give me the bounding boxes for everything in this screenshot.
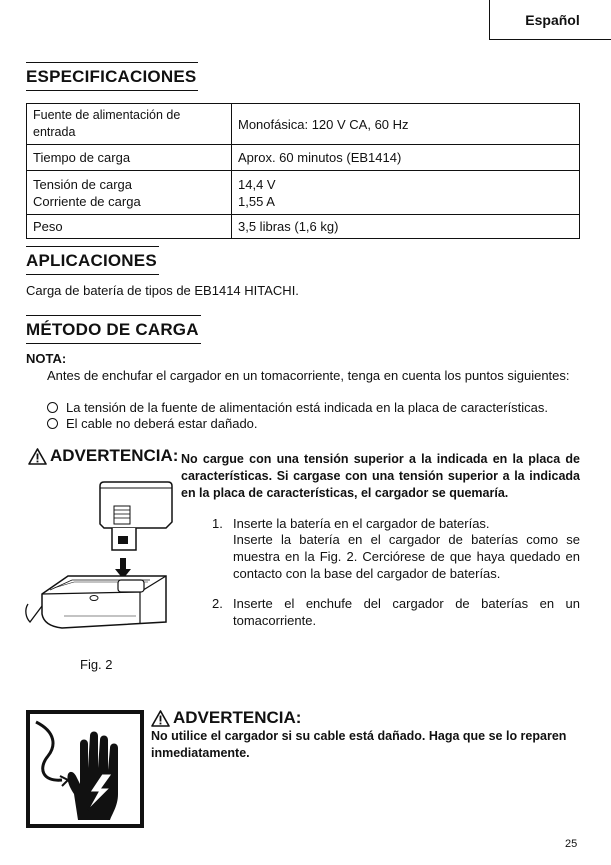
applications-title: APLICACIONES [26, 246, 159, 275]
page-number: 25 [565, 838, 578, 850]
circle-bullet-icon [47, 402, 58, 413]
circle-bullet-icon [47, 418, 58, 429]
charger-drawing [26, 576, 166, 628]
step-text-detail: Inserte la batería en el cargador de baterías como se muestra en la Fig. 2. Cerciórese de que haya quedado en contacto con la base del cargador de baterías. [233, 532, 580, 581]
note-label: NOTA: [26, 351, 67, 366]
step-text: Inserte la batería en el cargador de baterías. [233, 516, 490, 531]
list-item [47, 399, 548, 416]
spec-value: 3,5 libras (1,6 kg) [232, 215, 580, 239]
spec-value-group [232, 171, 580, 215]
specs-table [26, 103, 580, 239]
table-row [27, 145, 580, 171]
warning-triangle-icon [28, 448, 47, 465]
warning-text: No cargue con una tensión superior a la indicada en la placa de características. Si cargase con una tensión superior a la indicada en la placa de características, el cargador se quemaría. [181, 452, 580, 500]
bullet-text: El cable no deberá estar dañado. [66, 416, 258, 431]
figure-caption: Fig. 2 [80, 657, 113, 672]
warning-text: No utilice el cargador si su cable está dañado. Haga que se lo reparen inmediatamente. [151, 729, 567, 760]
spec-label: Corriente de carga [33, 193, 141, 209]
warning-heading [28, 446, 178, 466]
step-text: Inserte el enchufe del cargador de baterías en un tomacorriente. [233, 596, 580, 628]
spec-value: 1,55 A [238, 193, 275, 209]
language-label: Español [525, 11, 580, 28]
applications-text: Carga de batería de tipos de EB1414 HITACHI. [26, 283, 299, 298]
spec-value: Monofásica: 120 V CA, 60 Hz [232, 104, 580, 145]
table-row [27, 104, 580, 145]
method-title: MÉTODO DE CARGA [26, 315, 201, 344]
specs-title: ESPECIFICACIONES [26, 62, 198, 91]
warning-triangle-icon [151, 710, 170, 727]
warning-label: ADVERTENCIA: [50, 446, 179, 465]
spec-label: Fuente de alimentación de entrada [27, 104, 232, 145]
table-row [27, 215, 580, 239]
warning-label: ADVERTENCIA: [173, 708, 302, 727]
charger-battery-illustration [24, 476, 204, 656]
list-item [47, 415, 258, 432]
warning-heading [151, 708, 301, 728]
spec-label-group [27, 171, 232, 215]
spec-value: 14,4 V [238, 176, 276, 192]
spec-label: Tiempo de carga [27, 145, 232, 171]
battery-drawing [100, 482, 172, 550]
step-number: 2. [212, 596, 223, 611]
step-number: 1. [212, 516, 223, 531]
table-row [27, 171, 580, 215]
language-tab [489, 0, 611, 40]
spec-value: Aprox. 60 minutos (EB1414) [232, 145, 580, 171]
electric-shock-hand-icon [26, 710, 144, 828]
spec-label: Peso [27, 215, 232, 239]
bullet-text: La tensión de la fuente de alimentación está indicada en la placa de características. [66, 400, 549, 415]
spec-label: Tensión de carga [33, 176, 133, 192]
note-text: Antes de enchufar el cargador en un tomacorriente, tenga en cuenta los puntos siguientes: [47, 368, 570, 383]
